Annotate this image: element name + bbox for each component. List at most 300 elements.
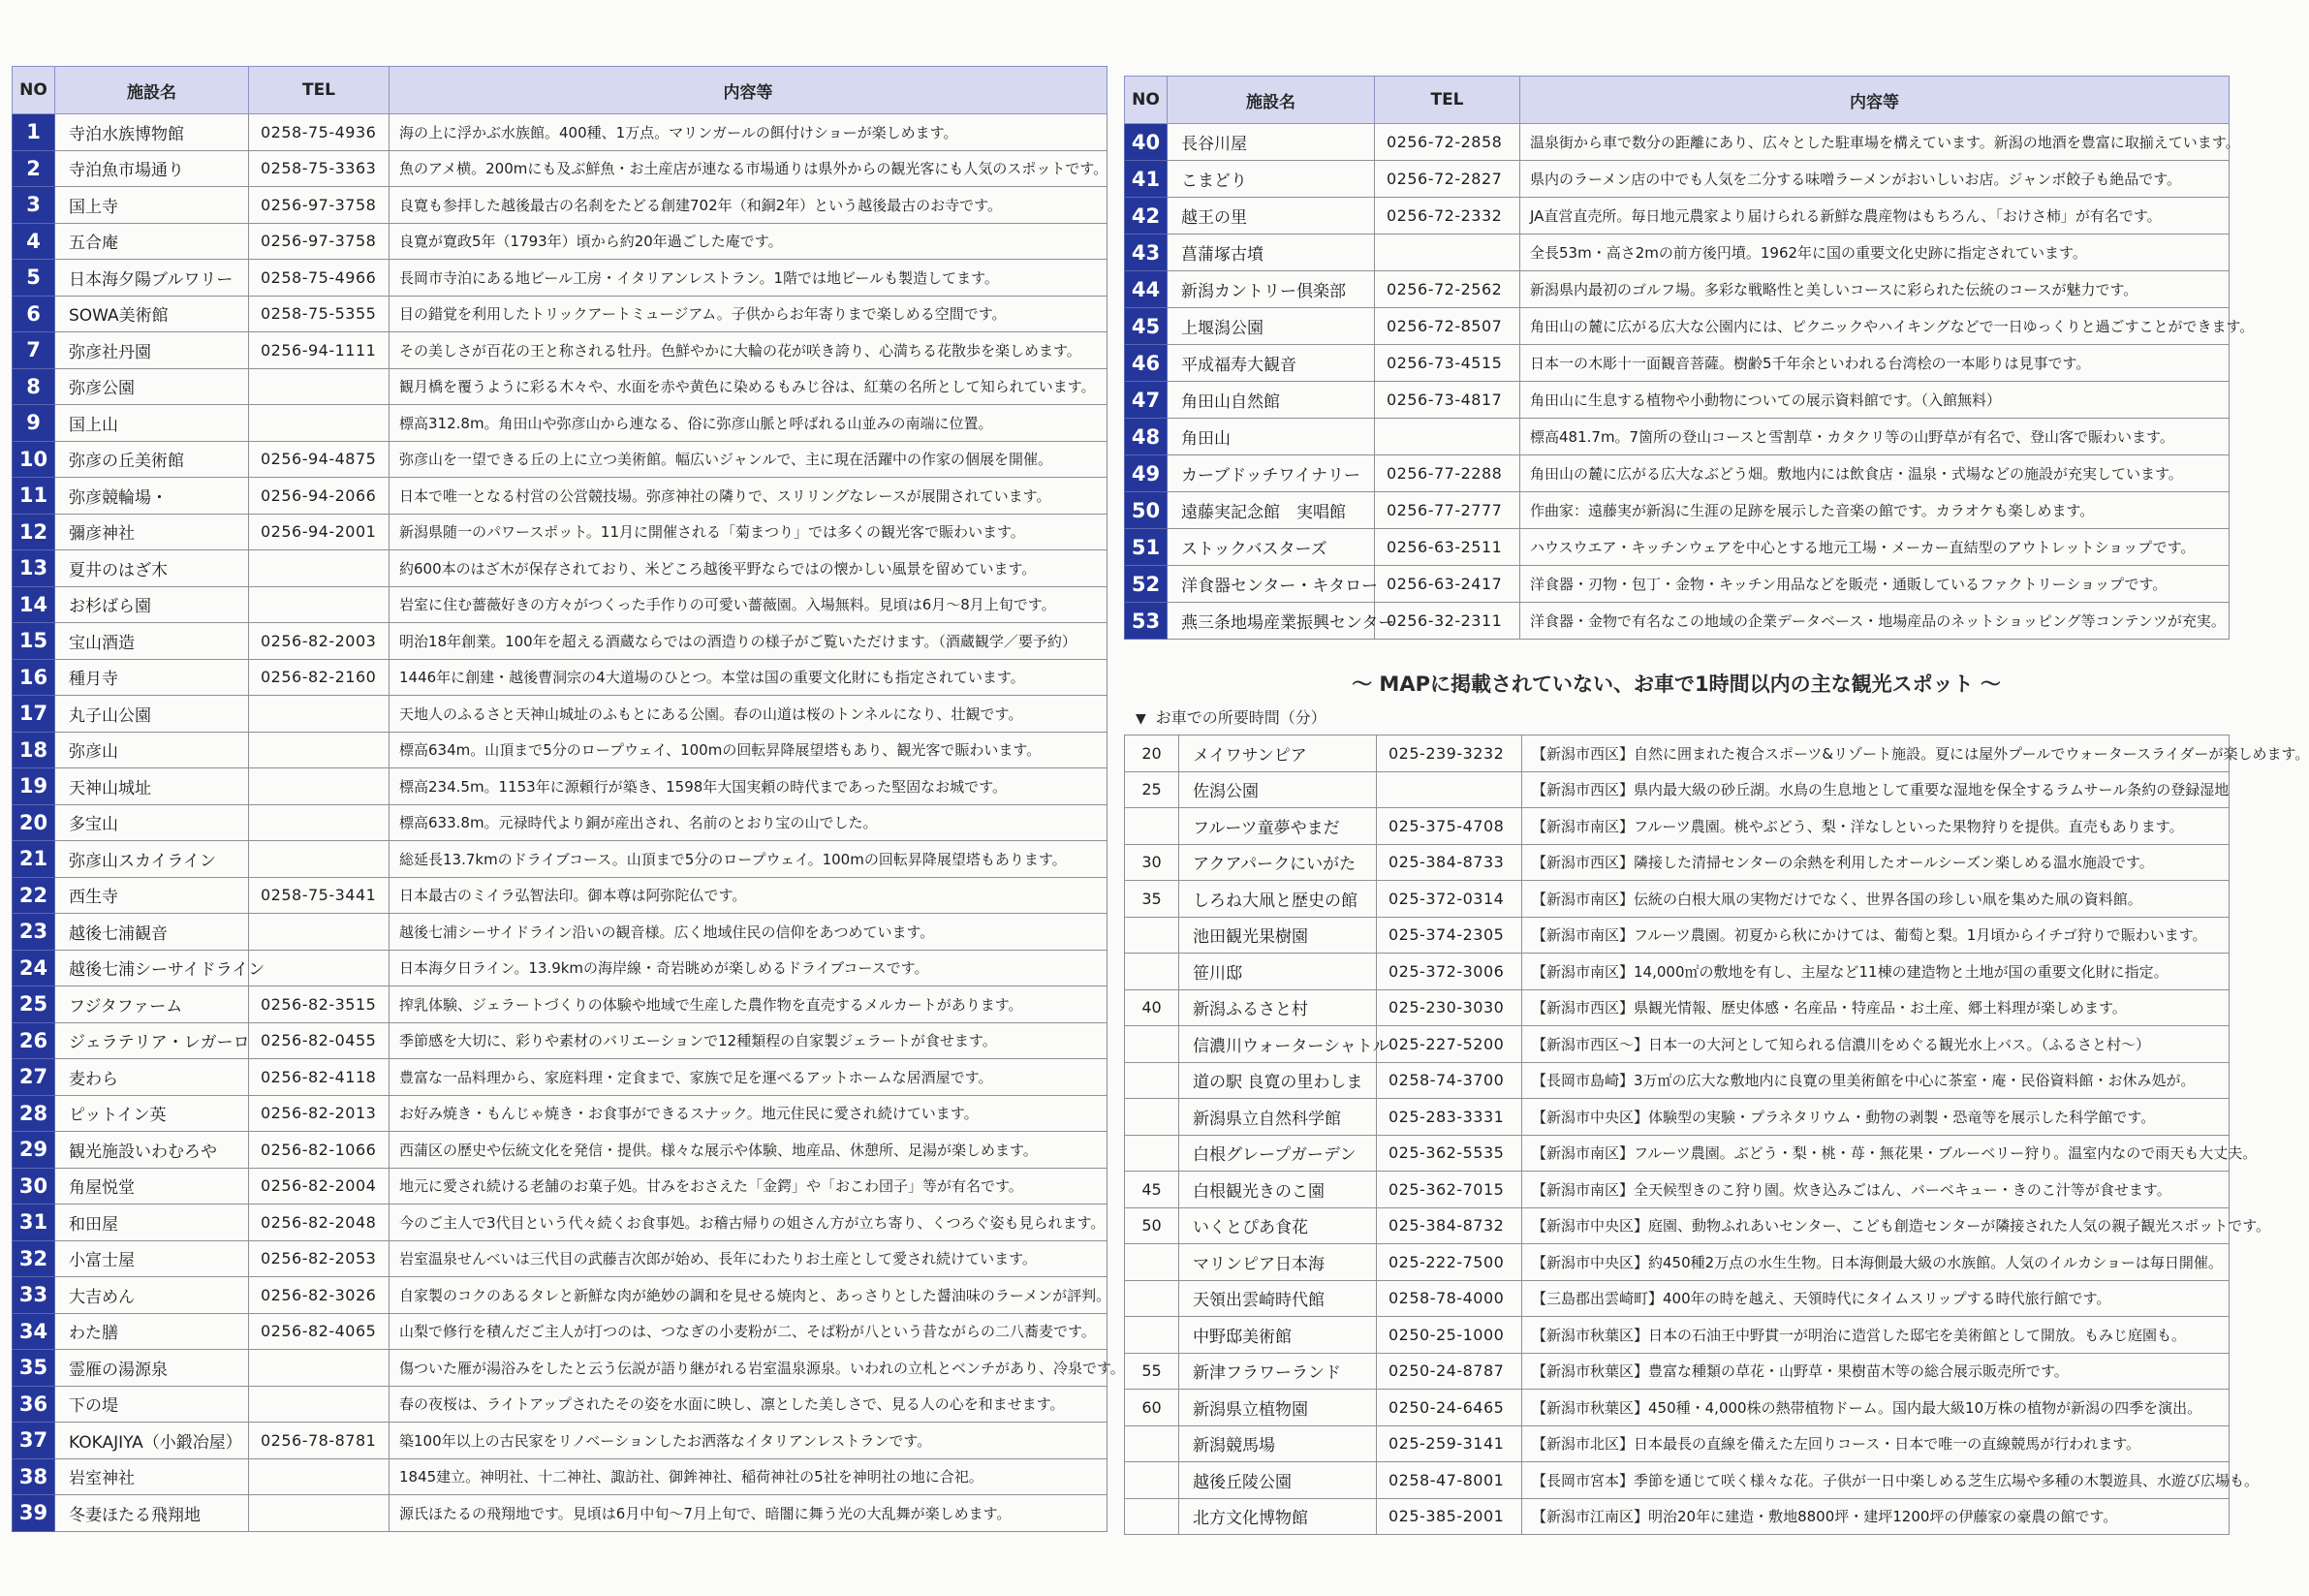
table-row	[13, 405, 1108, 442]
table-row	[13, 586, 1108, 623]
row-number: 36	[13, 1386, 55, 1423]
facility-name: 新潟カントリー倶楽部	[1168, 271, 1375, 308]
facility-description: 【新潟市南区】伝統の白根大凧の実物だけでなく、世界各国の珍しい凧を集めた凧の資料館。	[1522, 881, 2230, 918]
travel-minutes	[1125, 1425, 1179, 1462]
facility-name: 種月寺	[55, 659, 249, 696]
table-row	[13, 1095, 1108, 1132]
facility-description: 【長岡市島崎】3万㎡の広大な敷地内に良寛の里美術館を中心に茶室・庵・民俗資料館・お休み処が。	[1522, 1062, 2230, 1099]
facility-description: 目の錯覚を利用したトリックアートミュージアム。子供からお年寄りまで楽しめる空間です。	[390, 296, 1108, 332]
facility-name: 下の堤	[55, 1386, 249, 1423]
table-row	[1125, 954, 2230, 990]
row-number: 42	[1125, 198, 1168, 235]
travel-minutes	[1125, 1135, 1179, 1172]
table-row	[1125, 1390, 2230, 1426]
table-row	[1125, 198, 2230, 235]
phone-number	[249, 1458, 390, 1495]
row-number: 11	[13, 478, 55, 515]
row-number: 22	[13, 877, 55, 914]
facility-description: 今のご主人で3代目という代々続くお食事処。お稽古帰りの姐さん方が立ち寄り、くつろぐ姿も見られます。	[390, 1205, 1108, 1241]
row-number: 4	[13, 223, 55, 260]
table-row	[1125, 1026, 2230, 1063]
phone-number: 0256-94-4875	[249, 441, 390, 478]
facility-rows-right	[1125, 124, 2255, 640]
facility-name: 長谷川屋	[1168, 124, 1375, 161]
travel-minutes	[1125, 1026, 1179, 1063]
facility-name: フジタファーム	[55, 986, 249, 1023]
facility-name: 西生寺	[55, 877, 249, 914]
row-number: 9	[13, 405, 55, 442]
facility-name: 弥彦社丹園	[55, 332, 249, 369]
facility-name: 新潟県立自然科学館	[1179, 1099, 1377, 1136]
facility-description: 搾乳体験、ジェラートづくりの体験や地域で生産した農作物を直売するメルカートがあります。	[390, 986, 1108, 1023]
row-number: 50	[1125, 492, 1168, 529]
facility-name: 丸子山公園	[55, 696, 249, 733]
table-row	[1125, 603, 2230, 640]
row-number: 17	[13, 696, 55, 733]
phone-number: 025-362-7015	[1377, 1172, 1522, 1208]
table-row	[1125, 881, 2230, 918]
facility-description: 季節感を大切に、彩りや素材のバリエーションで12種類程の自家製ジェラートが食せます。	[390, 1022, 1108, 1059]
facility-name: こまどり	[1168, 161, 1375, 198]
facility-name: アクアパークにいがた	[1179, 844, 1377, 881]
table-row	[1125, 1425, 2230, 1462]
facility-description: 【新潟市西区】隣接した清掃センターの余熱を利用したオールシーズン楽しめる温水施設です。	[1522, 844, 2230, 881]
table-row	[1125, 1099, 2230, 1136]
facility-description: 約600本のはざ木が保存されており、米どころ越後平野ならではの懐かしい風景を留めています。	[390, 550, 1108, 587]
table-row	[13, 150, 1108, 187]
phone-number: 025-372-3006	[1377, 954, 1522, 990]
facility-name: 寺泊水族博物館	[55, 114, 249, 151]
phone-number: 0256-82-4065	[249, 1313, 390, 1350]
row-number: 41	[1125, 161, 1168, 198]
header-name: 施設名	[1168, 77, 1375, 124]
phone-number	[249, 732, 390, 768]
phone-number	[249, 368, 390, 405]
travel-minutes: 30	[1125, 844, 1179, 881]
phone-number	[249, 841, 390, 878]
table-row	[1125, 735, 2230, 772]
facility-description: 【新潟市西区】県内最大級の砂丘湖。水鳥の生息地として重要な湿地を保全するラムサール条約の登録湿地	[1522, 771, 2230, 808]
table-row	[13, 986, 1108, 1023]
facility-name: 越王の里	[1168, 198, 1375, 235]
facility-description: 角田山に生息する植物や小動物についての展示資料館です。（入館無料）	[1520, 382, 2230, 419]
table-row	[13, 1386, 1108, 1423]
travel-minutes: 25	[1125, 771, 1179, 808]
row-number: 38	[13, 1458, 55, 1495]
phone-number	[249, 768, 390, 805]
header-desc: 内容等	[1520, 77, 2230, 124]
facility-description: 日本最古のミイラ弘智法印。御本尊は阿弥陀仏です。	[390, 877, 1108, 914]
table-row	[1125, 161, 2230, 198]
facility-description: 温泉街から車で数分の距離にあり、広々とした駐車場を構えています。新潟の地酒を豊富に取揃えています。	[1520, 124, 2230, 161]
phone-number: 0256-72-2562	[1375, 271, 1520, 308]
row-number: 52	[1125, 566, 1168, 603]
phone-number: 025-385-2001	[1377, 1498, 1522, 1535]
table-row	[1125, 345, 2230, 382]
table-row	[1125, 989, 2230, 1026]
table-row	[1125, 1244, 2230, 1281]
facility-description: 【新潟市西区～】日本一の大河として知られる信濃川をめぐる観光水上バス。（ふるさと村～）	[1522, 1026, 2230, 1063]
facility-name: 弥彦競輪場・	[55, 478, 249, 515]
row-number: 6	[13, 296, 55, 332]
facility-name: 岩室神社	[55, 1458, 249, 1495]
facility-description: 地元に愛され続ける老舗のお菓子処。甘みをおさえた「金鍔」や「おこわ団子」等が有名です。	[390, 1168, 1108, 1205]
phone-number: 0256-78-8781	[249, 1423, 390, 1459]
facility-description: 山梨で修行を積んだご主人が打つのは、つなぎの小麦粉が二、そば粉が八という昔ながらの二八蕎麦です。	[390, 1313, 1108, 1350]
table-row	[13, 187, 1108, 224]
table-header-row	[1125, 77, 2230, 124]
travel-minutes: 45	[1125, 1172, 1179, 1208]
travel-minutes	[1125, 808, 1179, 845]
row-number: 25	[13, 986, 55, 1023]
row-number: 53	[1125, 603, 1168, 640]
phone-number	[249, 405, 390, 442]
facility-name: 天神山城址	[55, 768, 249, 805]
row-number: 8	[13, 368, 55, 405]
facility-name: 菖蒲塚古墳	[1168, 235, 1375, 271]
other-spots-table	[1124, 735, 2309, 1535]
row-number: 34	[13, 1313, 55, 1350]
row-number: 21	[13, 841, 55, 878]
facility-name: 新潟県立植物園	[1179, 1390, 1377, 1426]
facility-name: 弥彦の丘美術館	[55, 441, 249, 478]
row-number: 40	[1125, 124, 1168, 161]
phone-number: 025-384-8733	[1377, 844, 1522, 881]
facility-name: 和田屋	[55, 1205, 249, 1241]
header-name: 施設名	[55, 67, 249, 114]
phone-number: 025-384-8732	[1377, 1207, 1522, 1244]
facility-description: 作曲家：遠藤実が新潟に生涯の足跡を展示した音楽の館です。カラオケも楽しめます。	[1520, 492, 2230, 529]
facility-description: 明治18年創業。100年を超える酒蔵ならではの酒造りの様子がご覧いただけます。（酒蔵観学／要予約）	[390, 623, 1108, 660]
facility-name: 佐潟公園	[1179, 771, 1377, 808]
facility-description: ハウスウエア・キッチンウェアを中心とする地元工場・メーカー直結型のアウトレットショップです。	[1520, 529, 2230, 566]
row-number: 13	[13, 550, 55, 587]
table-row	[13, 1277, 1108, 1314]
facility-description: 【新潟市南区】フルーツ農園。桃やぶどう、梨・洋なしといった果物狩りを提供。直売もあります。	[1522, 808, 2230, 845]
facility-name: 平成福寿大観音	[1168, 345, 1375, 382]
facility-rows-left	[13, 114, 1125, 1532]
facility-description: 築100年以上の古民家をリノベーションしたお洒落なイタリアンレストランです。	[390, 1423, 1108, 1459]
row-number: 31	[13, 1205, 55, 1241]
phone-number: 025-283-3331	[1377, 1099, 1522, 1136]
facility-name: 洋食器センター・キタロー	[1168, 566, 1375, 603]
row-number: 10	[13, 441, 55, 478]
facility-description: 【新潟市南区】フルーツ農園。初夏から秋にかけては、葡萄と梨。1月頃からイチゴ狩りで賑わいます。	[1522, 917, 2230, 954]
row-number: 2	[13, 150, 55, 187]
table-row	[13, 260, 1108, 297]
table-row	[13, 732, 1108, 768]
facility-description: 角田山の麓に広がる広大な公園内には、ピクニックやハイキングなどで一日ゆっくりと過ごすことができます。	[1520, 308, 2230, 345]
table-row	[13, 296, 1108, 332]
phone-number: 0256-97-3758	[249, 187, 390, 224]
travel-minutes	[1125, 1462, 1179, 1499]
facility-description: 洋食器・金物で有名なこの地域の企業データベース・地場産品のネットショッピング等コンテンツが充実。	[1520, 603, 2230, 640]
phone-number: 025-375-4708	[1377, 808, 1522, 845]
table-row	[1125, 1353, 2230, 1390]
phone-number	[249, 550, 390, 587]
facility-description: 標高481.7m。7箇所の登山コースと雪割草・カタクリ等の山野草が有名で、登山客で賑わいます。	[1520, 419, 2230, 455]
table-row	[13, 804, 1108, 841]
header-desc: 内容等	[390, 67, 1108, 114]
row-number: 28	[13, 1095, 55, 1132]
row-number: 27	[13, 1059, 55, 1096]
facility-name: 信濃川ウォーターシャトル	[1179, 1026, 1377, 1063]
table-row	[13, 696, 1108, 733]
row-number: 12	[13, 514, 55, 550]
phone-number: 0256-32-2311	[1375, 603, 1520, 640]
facility-description: 良寛も参拝した越後最古の名刹をたどる創建702年（和銅2年）という越後最古のお寺です。	[390, 187, 1108, 224]
facility-name: 白根観光きのこ園	[1179, 1172, 1377, 1208]
table-row	[1125, 844, 2230, 881]
phone-number: 0256-82-2053	[249, 1240, 390, 1277]
row-number: 18	[13, 732, 55, 768]
facility-description: 自家製のコクのあるタレと新鮮な肉が絶妙の調和を見せる焼肉と、あっさりとした醤油味のラーメンが評判。	[390, 1277, 1108, 1314]
travel-minutes	[1125, 1062, 1179, 1099]
table-row	[1125, 308, 2230, 345]
table-row	[13, 441, 1108, 478]
travel-minutes: 50	[1125, 1207, 1179, 1244]
table-row	[13, 1022, 1108, 1059]
travel-minutes	[1125, 1317, 1179, 1354]
facility-table-right	[1124, 76, 2255, 640]
facility-name: 笹川邸	[1179, 954, 1377, 990]
header-no: NO	[13, 67, 55, 114]
row-number: 24	[13, 950, 55, 986]
facility-name: 冬妻ほたる飛翔地	[55, 1495, 249, 1532]
facility-description: 【新潟市江南区】明治20年に建造・敷地8800坪・建坪1200坪の伊藤家の豪農の館です。	[1522, 1498, 2230, 1535]
row-number: 3	[13, 187, 55, 224]
facility-name: 遠藤実記念館 実唱館	[1168, 492, 1375, 529]
facility-description: 【新潟市秋葉区】豊富な種類の草花・山野草・果樹苗木等の総合展示販売所です。	[1522, 1353, 2230, 1390]
table-row	[1125, 271, 2230, 308]
facility-description: 新潟県内最初のゴルフ場。多彩な戦略性と美しいコースに彩られた伝統のコースが魅力です。	[1520, 271, 2230, 308]
facility-table-left	[12, 66, 1125, 1532]
phone-number: 0258-75-4966	[249, 260, 390, 297]
table-row	[1125, 1062, 2230, 1099]
travel-minutes: 35	[1125, 881, 1179, 918]
phone-number: 025-227-5200	[1377, 1026, 1522, 1063]
facility-description: 長岡市寺泊にある地ビール工房・イタリアンレストラン。1階では地ビールも製造してます。	[390, 260, 1108, 297]
facility-name: ストックバスターズ	[1168, 529, 1375, 566]
facility-name: 日本海夕陽ブルワリー	[55, 260, 249, 297]
table-row	[13, 223, 1108, 260]
phone-number	[1377, 771, 1522, 808]
phone-number: 0256-82-4118	[249, 1059, 390, 1096]
phone-number: 0256-82-2013	[249, 1095, 390, 1132]
facility-description: その美しさが百花の王と称される牡丹。色鮮やかに大輪の花が咲き誇り、心満ちる花散歩を楽しめます。	[390, 332, 1108, 369]
phone-number: 0256-82-2160	[249, 659, 390, 696]
travel-minutes: 20	[1125, 735, 1179, 772]
table-row	[13, 623, 1108, 660]
facility-name: マリンピア日本海	[1179, 1244, 1377, 1281]
facility-description: 越後七浦シーサイドライン沿いの観音様。広く地域住民の信仰をあつめています。	[390, 914, 1108, 951]
facility-name: カーブドッチワイナリー	[1168, 455, 1375, 492]
phone-number	[249, 696, 390, 733]
facility-name: 天領出雲崎時代館	[1179, 1280, 1377, 1317]
phone-number: 0256-94-1111	[249, 332, 390, 369]
table-row	[13, 1240, 1108, 1277]
table-row	[1125, 1172, 2230, 1208]
row-number: 37	[13, 1423, 55, 1459]
row-number: 43	[1125, 235, 1168, 271]
phone-number: 0250-25-1000	[1377, 1317, 1522, 1354]
table-row	[13, 768, 1108, 805]
phone-number	[249, 1386, 390, 1423]
phone-number: 025-239-3232	[1377, 735, 1522, 772]
phone-number: 0256-73-4515	[1375, 345, 1520, 382]
row-number: 48	[1125, 419, 1168, 455]
facility-description: 天地人のふるさと天神山城址のふもとにある公園。春の山道は桜のトンネルになり、壮観です。	[390, 696, 1108, 733]
facility-name: 弥彦山スカイライン	[55, 841, 249, 878]
row-number: 14	[13, 586, 55, 623]
facility-description: 日本で唯一となる村営の公営競技場。弥彦神社の隣りで、スリリングなレースが展開されています。	[390, 478, 1108, 515]
facility-description: 標高634m。山頂まで5分のロープウェイ、100mの回転昇降展望塔もあり、観光客で賑わいます。	[390, 732, 1108, 768]
facility-name: 新潟競馬場	[1179, 1425, 1377, 1462]
facility-name: 宝山酒造	[55, 623, 249, 660]
row-number: 26	[13, 1022, 55, 1059]
facility-description: 【新潟市南区】14,000㎡の敷地を有し、主屋など11棟の建造物と土地が国の重要文化財に指定。	[1522, 954, 2230, 990]
phone-number: 025-259-3141	[1377, 1425, 1522, 1462]
facility-name: わた膳	[55, 1313, 249, 1350]
facility-description: 岩室温泉せんべいは三代目の武藤吉次郎が始め、長年にわたりお土産として愛され続けています。	[390, 1240, 1108, 1277]
phone-number: 0256-72-2858	[1375, 124, 1520, 161]
phone-number: 0256-82-1066	[249, 1132, 390, 1169]
table-row	[13, 841, 1108, 878]
travel-minutes	[1125, 1280, 1179, 1317]
facility-description: 【新潟市北区】日本最長の直線を備えた左回りコース・日本で唯一の直線競馬が行われます。	[1522, 1425, 2230, 1462]
travel-minutes	[1125, 1099, 1179, 1136]
facility-description: 【新潟市西区】県観光情報、歴史体感・名産品・特産品・お土産、郷土料理が楽しめます。	[1522, 989, 2230, 1026]
table-row	[1125, 1280, 2230, 1317]
facility-description: 弥彦山を一望できる丘の上に立つ美術館。幅広いジャンルで、主に現在活躍中の作家の個展を開催。	[390, 441, 1108, 478]
table-row	[13, 950, 1108, 986]
facility-name: メイワサンピア	[1179, 735, 1377, 772]
phone-number: 0256-77-2288	[1375, 455, 1520, 492]
facility-name: SOWA美術館	[55, 296, 249, 332]
phone-number: 0256-82-2003	[249, 623, 390, 660]
phone-number: 025-372-0314	[1377, 881, 1522, 918]
phone-number: 0258-75-3363	[249, 150, 390, 187]
facility-name: 彌彦神社	[55, 514, 249, 550]
phone-number: 0258-47-8001	[1377, 1462, 1522, 1499]
phone-number: 0256-82-2048	[249, 1205, 390, 1241]
row-number: 23	[13, 914, 55, 951]
phone-number: 0256-82-0455	[249, 1022, 390, 1059]
facility-name: 国上寺	[55, 187, 249, 224]
row-number: 49	[1125, 455, 1168, 492]
phone-number	[249, 950, 390, 986]
table-row	[1125, 1207, 2230, 1244]
facility-description: 標高234.5m。1153年に源頼行が築き、1598年大国実頼の時代まであった堅固なお城です。	[390, 768, 1108, 805]
facility-name: 角屋悦堂	[55, 1168, 249, 1205]
row-number: 20	[13, 804, 55, 841]
facility-name: 燕三条地場産業振興センター	[1168, 603, 1375, 640]
facility-description: 岩室に住む薔薇好きの方々がつくった手作りの可愛い薔薇園。入場無料。見頃は6月～8月上旬です。	[390, 586, 1108, 623]
phone-number: 025-222-7500	[1377, 1244, 1522, 1281]
facility-description: お好み焼き・もんじゃ焼き・お食事ができるスナック。地元住民に愛され続けています。	[390, 1095, 1108, 1132]
facility-description: 傷ついた雁が湯浴みをしたと云う伝説が語り継がれる岩室温泉源泉。いわれの立札とベンチがあり、冷泉です。	[390, 1350, 1108, 1387]
facility-description: 源氏ほたるの飛翔地です。見頃は6月中旬～7月上旬で、暗闇に舞う光の大乱舞が楽しめます。	[390, 1495, 1108, 1532]
facility-description: 豊富な一品料理から、家庭料理・定食まで、家族で足を運べるアットホームな居酒屋です。	[390, 1059, 1108, 1096]
phone-number: 0256-72-2827	[1375, 161, 1520, 198]
phone-number: 0258-75-3441	[249, 877, 390, 914]
phone-number	[249, 586, 390, 623]
phone-number: 0256-63-2417	[1375, 566, 1520, 603]
facility-description: 【三島郡出雲崎町】400年の時を越え、天領時代にタイムスリップする時代旅行館です。	[1522, 1280, 2230, 1317]
table-row	[1125, 1498, 2230, 1535]
facility-name: 麦わら	[55, 1059, 249, 1096]
phone-number	[249, 1350, 390, 1387]
travel-minutes	[1125, 1498, 1179, 1535]
row-number: 7	[13, 332, 55, 369]
facility-description: 【新潟市中央区】体験型の実験・プラネタリウム・動物の剥製・恐竜等を展示した科学館です。	[1522, 1099, 2230, 1136]
facility-description: 【新潟市南区】フルーツ農園。ぶどう・梨・桃・苺・無花果・ブルーベリー狩り。温室内なので雨天も大丈夫。	[1522, 1135, 2230, 1172]
phone-number: 0256-94-2001	[249, 514, 390, 550]
phone-number: 0256-77-2777	[1375, 492, 1520, 529]
row-number: 33	[13, 1277, 55, 1314]
table-row	[13, 1132, 1108, 1169]
travel-minutes: 40	[1125, 989, 1179, 1026]
phone-number: 025-362-5535	[1377, 1135, 1522, 1172]
facility-description: 春の夜桜は、ライトアップされたその姿を水面に映し、凛とした美しさで、見る人の心を和ませます。	[390, 1386, 1108, 1423]
phone-number: 0256-73-4817	[1375, 382, 1520, 419]
phone-number: 0256-82-2004	[249, 1168, 390, 1205]
facility-name: 小富士屋	[55, 1240, 249, 1277]
facility-description: 全長53m・高さ2mの前方後円墳。1962年に国の重要文化史跡に指定されています。	[1520, 235, 2230, 271]
facility-description: 県内のラーメン店の中でも人気を二分する味噌ラーメンがおいしいお店。ジャンボ餃子も絶品です。	[1520, 161, 2230, 198]
table-row	[13, 1059, 1108, 1096]
row-number: 29	[13, 1132, 55, 1169]
row-number: 15	[13, 623, 55, 660]
facility-description: 西蒲区の歴史や伝統文化を発信・提供。様々な展示や体験、地産品、休憩所、足湯が楽しめます。	[390, 1132, 1108, 1169]
facility-description: 【新潟市西区】自然に囲まれた複合スポーツ&リゾート施設。夏には屋外プールでウォータースライダーが楽しめます。	[1522, 735, 2230, 772]
facility-name: 弥彦山	[55, 732, 249, 768]
phone-number: 0256-82-3026	[249, 1277, 390, 1314]
facility-name: 白根グレープガーデン	[1179, 1135, 1377, 1172]
table-row	[1125, 382, 2230, 419]
phone-number: 0250-24-8787	[1377, 1353, 1522, 1390]
facility-name: 夏井のはざ木	[55, 550, 249, 587]
row-number: 46	[1125, 345, 1168, 382]
header-no: NO	[1125, 77, 1168, 124]
table-row	[13, 478, 1108, 515]
phone-number: 0256-82-3515	[249, 986, 390, 1023]
facility-description: 【長岡市宮本】季節を通じて咲く様々な花。子供が一日中楽しめる芝生広場や多種の木製遊具、水遊び広場も。	[1522, 1462, 2230, 1499]
table-row	[1125, 235, 2230, 271]
facility-description: 良寛が寛政5年（1793年）頃から約20年過ごした庵です。	[390, 223, 1108, 260]
table-row	[13, 1350, 1108, 1387]
row-number: 5	[13, 260, 55, 297]
table-row	[13, 1495, 1108, 1532]
phone-number: 0258-78-4000	[1377, 1280, 1522, 1317]
facility-name: 多宝山	[55, 804, 249, 841]
facility-name: 道の駅 良寛の里わしま	[1179, 1062, 1377, 1099]
facility-name: 越後丘陵公園	[1179, 1462, 1377, 1499]
triangle-down-icon: ▼	[1136, 711, 1146, 727]
table-row	[1125, 1317, 2230, 1354]
row-number: 16	[13, 659, 55, 696]
table-row	[13, 368, 1108, 405]
facility-name: 池田観光果樹園	[1179, 917, 1377, 954]
phone-number	[1375, 419, 1520, 455]
facility-name: 角田山	[1168, 419, 1375, 455]
facility-name: 五合庵	[55, 223, 249, 260]
phone-number: 025-374-2305	[1377, 917, 1522, 954]
facility-name: ジェラテリア・レガーロ	[55, 1022, 249, 1059]
facility-description: 海の上に浮かぶ水族館。400種、1万点。マリンガールの餌付けショーが楽しめます。	[390, 114, 1108, 151]
table-row	[13, 114, 1108, 151]
table-row	[1125, 1135, 2230, 1172]
